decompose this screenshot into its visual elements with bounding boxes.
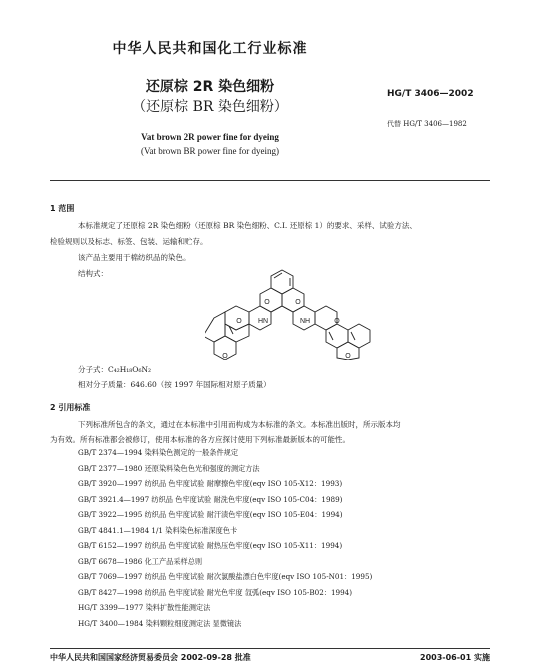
- title-chinese: 还原棕 2R 染色细粉: [145, 79, 275, 95]
- reference-item: GB/T 6152—1997 纺织品 色牢度试验 耐热压色牢度(eqv ISO 105-X11：1994): [78, 541, 343, 550]
- chem-label-hn: HN: [257, 318, 269, 325]
- section-2-para-b: 为有效。所有标准都会被修订，使用本标准的各方应探讨使用下列标准最新版本的可能性。: [50, 435, 350, 444]
- replaces-note: 代替 HG/T 3406—1982: [387, 120, 467, 128]
- chem-label-o3: O: [236, 318, 242, 325]
- title-english: Vat brown 2R power fine for dyeing: [141, 132, 279, 142]
- reference-item: GB/T 4841.1—1984 1/1 染料染色标准深度色卡: [78, 525, 238, 535]
- footer-divider: [50, 648, 490, 649]
- section-1-para-1b: 检验规则以及标志、标签、包装、运输和贮存。: [50, 237, 208, 246]
- title-english-alt: (Vat brown BR power fine for dyeing): [141, 146, 279, 156]
- section-1-heading: 1 范围: [50, 204, 75, 213]
- title-chinese-alt: （还原棕 BR 染色细粉）: [132, 99, 288, 115]
- chem-label-o1: O: [264, 299, 270, 306]
- reference-item: GB/T 2377—1980 还原染料染色色光和强度的测定方法: [78, 463, 260, 473]
- chemical-structure: [205, 268, 375, 360]
- footer-implementation: 2003-06-01 实施: [420, 653, 490, 662]
- molecular-mass: 相对分子质量：646.60（按 1997 年国际相对原子质量）: [78, 380, 271, 389]
- standard-number: HG/T 3406—2002: [387, 89, 474, 99]
- reference-item: HG/T 3400—1984 染料颗粒细度测定法 显微镜法: [78, 618, 242, 628]
- chem-label-o5: O: [222, 353, 228, 360]
- reference-item: GB/T 3920—1997 纺织品 色牢度试验 耐摩擦色牢度(eqv ISO 105-X12：1993): [78, 479, 343, 488]
- reference-item: GB/T 8427—1998 纺织品 色牢度试验 耐光色牢度 氙弧(eqv ISO 105-B02：1994): [78, 587, 353, 597]
- section-2-para-a: 下列标准所包含的条文，通过在本标准中引用而构成为本标准的条文。本标准出版时，所示版本均: [78, 420, 401, 429]
- reference-item: GB/T 3921.4—1997 纺织品 色牢度试验 耐洗色牢度(eqv ISO 105-C04：1989): [78, 494, 343, 504]
- molecular-formula: 分子式：C₄₂H₁₈O₆N₂: [78, 365, 152, 374]
- org-header: 中华人民共和国化工行业标准: [112, 41, 308, 57]
- structure-label: 结构式：: [78, 269, 108, 278]
- reference-item: GB/T 7069—1997 纺织品 色牢度试验 耐次氯酸盐漂白色牢度(eqv ISO 105-N01：1995): [78, 572, 373, 581]
- chem-label-o2: O: [295, 299, 301, 306]
- chem-label-o4: O: [334, 318, 340, 325]
- chem-label-o6: O: [345, 353, 351, 360]
- reference-item: GB/T 2374—1994 染料染色测定的一般条件规定: [78, 448, 239, 457]
- footer-approval: 中华人民共和国国家经济贸易委员会 2002-09-28 批准: [50, 653, 251, 662]
- section-2-heading: 2 引用标准: [50, 403, 91, 412]
- header-divider: [50, 180, 490, 181]
- section-1-para-2: 该产品主要用于棉纺织品的染色。: [78, 253, 191, 262]
- reference-item: GB/T 3922—1995 纺织品 色牢度试验 耐汗渍色牢度(eqv ISO 105-E04：1994): [78, 510, 343, 519]
- reference-item: HG/T 3399—1977 染料扩散性能测定法: [78, 603, 211, 612]
- reference-item: GB/T 6678—1986 化工产品采样总则: [78, 556, 203, 566]
- chem-label-nh: NH: [299, 318, 311, 325]
- section-1-para-1a: 本标准规定了还原棕 2R 染色细粉（还原棕 BR 染色细粉、C.I. 还原棕 1）的要求、采样、试验方法、: [78, 221, 417, 230]
